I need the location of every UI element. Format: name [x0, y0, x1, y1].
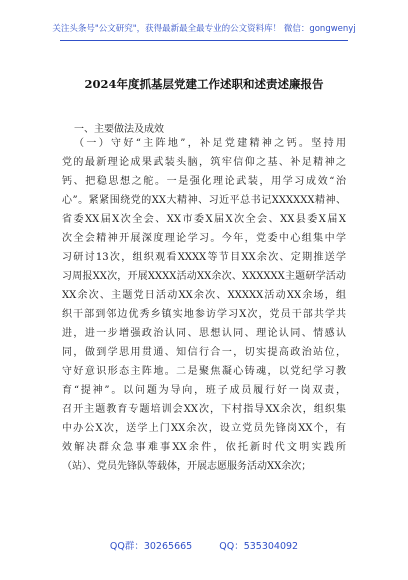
- body-line: 习研讨13次，组织观看XXXX等节目XX余次、定期推送学: [62, 252, 346, 263]
- body-line: 中办公X次，送学上门XX余次，设立党员先锋岗XX个，有: [62, 423, 346, 434]
- body-line: 习周报XX次，开展XXXX活动XX余次、XXXXXX主题研学活动: [62, 271, 346, 282]
- body-line: （站）、党员先锋队等载体，开展志愿服务活动XX余次；: [62, 461, 312, 472]
- body-line: 进，进一步增强政治认同、思想认同、理论认同、情感认: [62, 328, 346, 339]
- body-line: 育“提神”。以问题为导向，班子成员履行好一岗双责，: [62, 385, 346, 396]
- document-body: [62, 134, 346, 476]
- body-line: 织干部到邻边优秀乡镇实地参访学习X次，党员干部共学共: [62, 309, 346, 320]
- body-line: 省委XX届X次全会、XX市委X届X次全会、XX县委X届X: [62, 214, 346, 225]
- header-banner: 关注头条号"公文研究"，获得最新最全最专业的公文资料库！ 微信：gongwenyj: [52, 24, 356, 34]
- footer-qq: QQ：535304092: [219, 541, 299, 552]
- body-line: 次全会精神开展深度理论学习。今年，党委中心组集中学: [62, 233, 346, 244]
- footer-qq-group: QQ群：30265665: [109, 541, 193, 552]
- header-divider: [60, 40, 348, 41]
- body-line: 心”。紧紧围绕党的XX大精神、习近平总书记XXXXXX精神、: [62, 195, 346, 206]
- body-line: 党的最新理论成果武装头脑，筑牢信仰之基、补足精神之: [62, 157, 346, 168]
- body-line: 召开主题教育专题培训会XX次，下村指导XX余次，组织集: [62, 404, 346, 415]
- body-line: 效解决群众急事难事XX余件，依托新时代文明实践所: [62, 442, 346, 453]
- body-line: 同，做到学思用贯通、知信行合一，切实提高政治站位，: [62, 347, 346, 358]
- footer-contact: [0, 538, 408, 552]
- document-title: 2024年度抓基层党建工作述职和述责述廉报告: [84, 77, 324, 91]
- body-line: 守好意识形态主阵地。二是聚焦凝心铸魂，以党纪学习教: [62, 366, 346, 377]
- section-heading: 一、主要做法及成效: [74, 124, 164, 135]
- body-line: 钙、把稳思想之舵。一是强化理论武装，用学习成效“治: [62, 176, 346, 187]
- body-line: XX余次、主题党日活动XX余次、XXXXX活动XX余场，组: [62, 290, 346, 301]
- body-line: （一）守好“主阵地”，补足党建精神之钙。坚持用: [74, 138, 346, 149]
